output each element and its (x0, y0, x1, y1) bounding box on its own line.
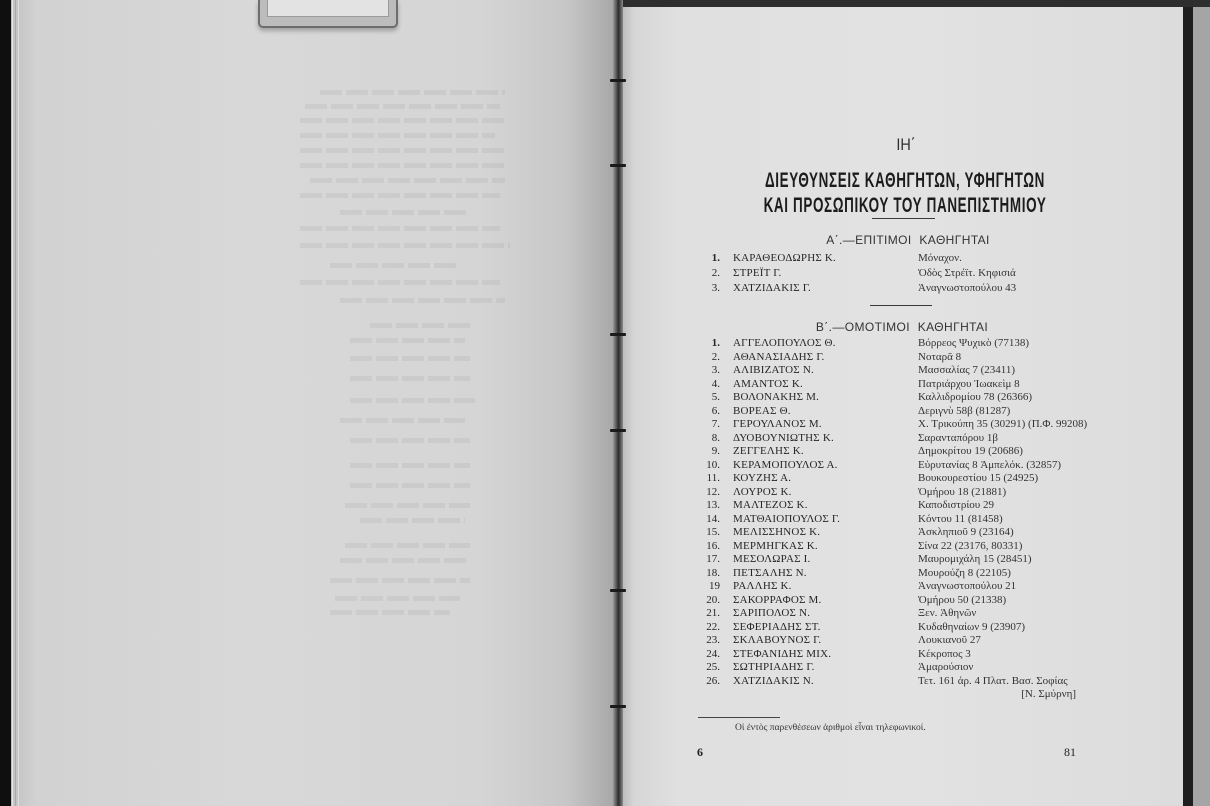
list-item (690, 472, 1120, 486)
address: Ὁμήρου 18 (21881) (918, 485, 1007, 498)
list-item (690, 351, 1120, 365)
list-item (690, 540, 1120, 554)
list-item (690, 580, 1120, 594)
bleed-through-line (345, 543, 470, 548)
list-item (690, 251, 1120, 266)
list-item (690, 459, 1120, 473)
professor-name: ΣΑΚΟΡΡΑΦΟΣ Μ. (733, 593, 822, 606)
address: Τετ. 161 ἀρ. 4 Πλατ. Βασ. Σοφίας (918, 674, 1068, 687)
professor-name: ΛΟΥΡΟΣ Κ. (733, 485, 792, 498)
list-item (690, 405, 1120, 419)
stitch (610, 164, 626, 167)
list-item (690, 621, 1120, 635)
cover-edge (1183, 0, 1193, 806)
list-item (690, 266, 1120, 281)
stitch (610, 429, 626, 432)
professor-name: ΑΛΙΒΙΖΑΤΟΣ Ν. (733, 364, 814, 376)
list-item (690, 567, 1120, 581)
entry-number: 8. (711, 431, 720, 444)
bleed-through-line (330, 578, 470, 583)
entry-number: 11. (706, 472, 720, 484)
professor-name: ΚΕΡΑΜΟΠΟΥΛΟΣ Α. (733, 458, 838, 471)
professor-name: ΚΑΡΑΘΕΟΔΩΡΗΣ Κ. (733, 252, 836, 264)
address: Μαυρομιχάλη 15 (28451) (918, 553, 1032, 565)
professor-name: ΚΟΥΖΗΣ Α. (733, 472, 792, 484)
bleed-through-line (300, 118, 505, 123)
title-divider (872, 218, 935, 219)
left-page (11, 0, 613, 806)
page-edge-line (15, 0, 16, 806)
address: Ἀναγνωστοπούλου 21 (918, 580, 1017, 592)
entry-number: 12. (706, 485, 720, 498)
entry-number: 25. (706, 661, 720, 673)
professor-name: ΧΑΤΖΙΔΑΚΙΣ Γ. (733, 282, 811, 294)
entry-number: 17. (706, 553, 720, 565)
bleed-through-line (305, 104, 500, 109)
professor-name: ΜΕΡΜΗΓΚΑΣ Κ. (733, 539, 818, 552)
bleed-through-line (300, 163, 505, 168)
entry-number: 1. (711, 337, 720, 349)
bleed-through-line (300, 133, 495, 138)
entry-number: 7. (711, 418, 720, 430)
entry-number: 13. (706, 499, 720, 511)
professor-name: ΜΕΣΟΛΩΡΑΣ Ι. (733, 553, 811, 565)
address: Χ. Τρικούπη 35 (30291) (Π.Φ. 99208) (918, 418, 1088, 430)
list-item (690, 594, 1120, 608)
stitch (610, 589, 626, 592)
entry-number: 24. (706, 647, 720, 660)
entry-number: 19 (709, 580, 720, 592)
professor-name: ΣΑΡΙΠΟΛΟΣ Ν. (733, 607, 811, 619)
list-item (690, 661, 1120, 675)
entry-number: 26. (706, 674, 720, 687)
entry-number: 23. (706, 634, 720, 646)
address: Ξεν. Ἀθηνῶν (918, 607, 977, 619)
binder-clip (258, 0, 398, 28)
page-number-left: 6 (697, 745, 703, 759)
bleed-through-line (330, 263, 460, 268)
entry-number: 18. (706, 566, 720, 579)
entry-number: 1. (711, 252, 720, 264)
entry-number: 22. (706, 620, 720, 633)
professor-name: ΜΑΤΘΑΙΟΠΟΥΛΟΣ Γ. (733, 512, 841, 525)
footnote-rule (698, 717, 780, 718)
list-item (690, 675, 1120, 689)
bleed-through-line (335, 596, 460, 601)
stitch (610, 705, 626, 708)
address: Ἀμαρούσιον (918, 661, 974, 673)
entry-number: 4. (711, 377, 720, 390)
bleed-through-line (370, 323, 470, 328)
bleed-through-line (340, 298, 505, 303)
professor-name: ΖΕΓΓΕΛΗΣ Κ. (733, 445, 804, 457)
bleed-through-line (300, 193, 500, 198)
address: Κυδαθηναίων 9 (23907) (918, 620, 1026, 633)
professor-name: ΡΑΛΛΗΣ Κ. (733, 580, 792, 592)
entry-number: 9. (711, 445, 720, 457)
bleed-through-line (350, 376, 470, 381)
professor-name: ΑΘΑΝΑΣΙΑΔΗΣ Γ. (733, 350, 825, 363)
section-b-list (690, 337, 1120, 702)
address: Βουκουρεστίου 15 (24925) (918, 472, 1039, 484)
entry-number: 2. (711, 267, 720, 279)
address: Δημοκρίτου 19 (20686) (918, 445, 1023, 457)
address: Σίνα 22 (23176, 80331) (918, 539, 1023, 552)
right-page (620, 0, 1183, 806)
list-item (690, 648, 1120, 662)
address: Ὁδὸς Στρέϊτ. Κηφισιά (918, 267, 1016, 279)
professor-name: ΣΚΛΑΒΟΥΝΟΣ Γ. (733, 634, 822, 646)
entry-number: 3. (711, 282, 720, 294)
footnote: Οἱ ἐντὸς παρενθέσεων ἀριθμοὶ εἶναι τηλεφωνικοί. (735, 723, 926, 733)
list-item (690, 378, 1120, 392)
professor-name: ΜΕΛΙΣΣΗΝΟΣ Κ. (733, 526, 821, 538)
entry-number: 2. (711, 350, 720, 363)
professor-name: ΣΤΡΕΪΤ Γ. (733, 267, 782, 279)
stitch (610, 333, 626, 336)
title-line-1: ΔΙΕΥΘΥΝΣΕΙΣ ΚΑΘΗΓΗΤΩΝ, ΥΦΗΓΗΤΩΝ (764, 169, 1046, 192)
list-item (690, 391, 1120, 405)
bleed-through-line (350, 483, 470, 488)
list-item (690, 553, 1120, 567)
bleed-through-line (300, 280, 500, 285)
professor-name: ΧΑΤΖΙΔΑΚΙΣ Ν. (733, 674, 814, 687)
address: Κέκροπος 3 (918, 647, 971, 660)
professor-name: ΠΕΤΣΑΛΗΣ Ν. (733, 566, 807, 579)
list-item (690, 499, 1120, 513)
list-item (690, 526, 1120, 540)
section-a-list (690, 251, 1120, 296)
page-edge-line (18, 0, 19, 806)
address: Σαρανταπόρου 1β (918, 431, 998, 444)
bleed-through-line (350, 463, 470, 468)
book-spine (613, 0, 623, 806)
title-line-2: ΚΑΙ ΠΡΟΣΩΠΙΚΟΥ ΤΟΥ ΠΑΝΕΠΙΣΤΗΜΙΟΥ (763, 194, 1047, 217)
list-item (690, 364, 1120, 378)
list-item (690, 432, 1120, 446)
address: Πατριάρχου Ἰωακεὶμ 8 (918, 377, 1020, 390)
professor-name: ΜΑΛΤΕΖΟΣ Κ. (733, 499, 808, 511)
section-b-heading: Β΄.—ΟΜΟΤΙΜΟΙ ΚΑΘΗΓΗΤΑΙ (815, 320, 989, 334)
list-item (690, 486, 1120, 500)
bleed-through-line (350, 438, 470, 443)
bleed-through-line (310, 178, 505, 183)
bleed-through-line (340, 418, 465, 423)
address: Λουκιανοῦ 27 (918, 634, 981, 646)
bleed-through-line (350, 398, 475, 403)
entry-number: 6. (711, 404, 720, 417)
page-top-edge (622, 0, 1210, 7)
professor-name: ΒΟΛΟΝΑΚΗΣ Μ. (733, 391, 820, 403)
address: Ὁμήρου 50 (21338) (918, 593, 1007, 606)
professor-name: ΑΓΓΕΛΟΠΟΥΛΟΣ Θ. (733, 337, 836, 349)
address-continuation: [Ν. Σμύρνη] (1021, 688, 1076, 700)
section-divider (870, 305, 932, 306)
address: Δεριγνὺ 58β (81287) (918, 404, 1011, 417)
bleed-through-line (360, 518, 465, 523)
entry-number: 15. (706, 526, 720, 538)
entry-number: 5. (711, 391, 720, 403)
entry-number: 3. (711, 364, 720, 376)
address: Εὐρυτανίας 8 Ἀμπελόκ. (32857) (918, 458, 1062, 471)
professor-name: ΑΜΑΝΤΟΣ Κ. (733, 377, 803, 390)
list-item (690, 607, 1120, 621)
list-item (690, 337, 1120, 351)
background-margin (1193, 7, 1210, 806)
professor-name: ΣΩΤΗΡΙΑΔΗΣ Γ. (733, 661, 815, 673)
professor-name: ΔΥΟΒΟΥΝΙΩΤΗΣ Κ. (733, 431, 834, 444)
address: Νοταρᾶ 8 (918, 350, 962, 363)
page-number-right: 81 (1064, 745, 1076, 759)
address: Κόντου 11 (81458) (918, 512, 1003, 525)
professor-name: ΓΕΡΟΥΛΑΝΟΣ Μ. (733, 418, 822, 430)
bleed-through-line (300, 148, 505, 153)
list-item (690, 634, 1120, 648)
entry-number: 10. (706, 458, 720, 471)
professor-name: ΣΤΕΦΑΝΙΔΗΣ ΜΙΧ. (733, 647, 832, 660)
entry-number: 14. (706, 512, 720, 525)
binder-clip-highlight (267, 0, 389, 17)
address: Καποδιστρίου 29 (918, 499, 994, 511)
professor-name: ΣΕΦΕΡΙΑΔΗΣ ΣΤ. (733, 620, 821, 633)
bleed-through-line (350, 338, 465, 343)
bleed-through-line (340, 210, 470, 215)
bleed-through-line (345, 503, 470, 508)
address: Ἀσκληπιοῦ 9 (23164) (918, 526, 1014, 538)
list-item (690, 418, 1120, 432)
address: Μόναχον. (918, 252, 962, 264)
page-edge-line (12, 0, 13, 806)
address: Καλλιδρομίου 78 (26366) (918, 391, 1033, 403)
stitch (610, 79, 626, 82)
bleed-through-line (320, 90, 505, 95)
list-item (690, 281, 1120, 296)
entry-number: 20. (706, 593, 720, 606)
entry-number: 16. (706, 539, 720, 552)
list-item (690, 513, 1120, 527)
list-item (690, 445, 1120, 459)
entry-number: 21. (706, 607, 720, 619)
address: Μασσαλίας 7 (23411) (918, 364, 1015, 376)
bleed-through-line (330, 610, 450, 615)
address: Ἀναγνωστοπούλου 43 (918, 282, 1017, 294)
section-number: ΙΗ΄ (896, 135, 916, 154)
bleed-through-line (300, 226, 500, 231)
section-a-heading: Α΄.—ΕΠΙΤΙΜΟΙ ΚΑΘΗΓΗΤΑΙ (826, 233, 990, 247)
bleed-through-line (340, 558, 470, 563)
bleed-through-line (300, 243, 510, 248)
professor-name: ΒΟΡΕΑΣ Θ. (733, 404, 791, 417)
address: Μουρούζη 8 (22105) (918, 566, 1011, 579)
address: Βόρρεος Ψυχικὸ (77138) (918, 337, 1030, 349)
bleed-through-line (350, 356, 470, 361)
